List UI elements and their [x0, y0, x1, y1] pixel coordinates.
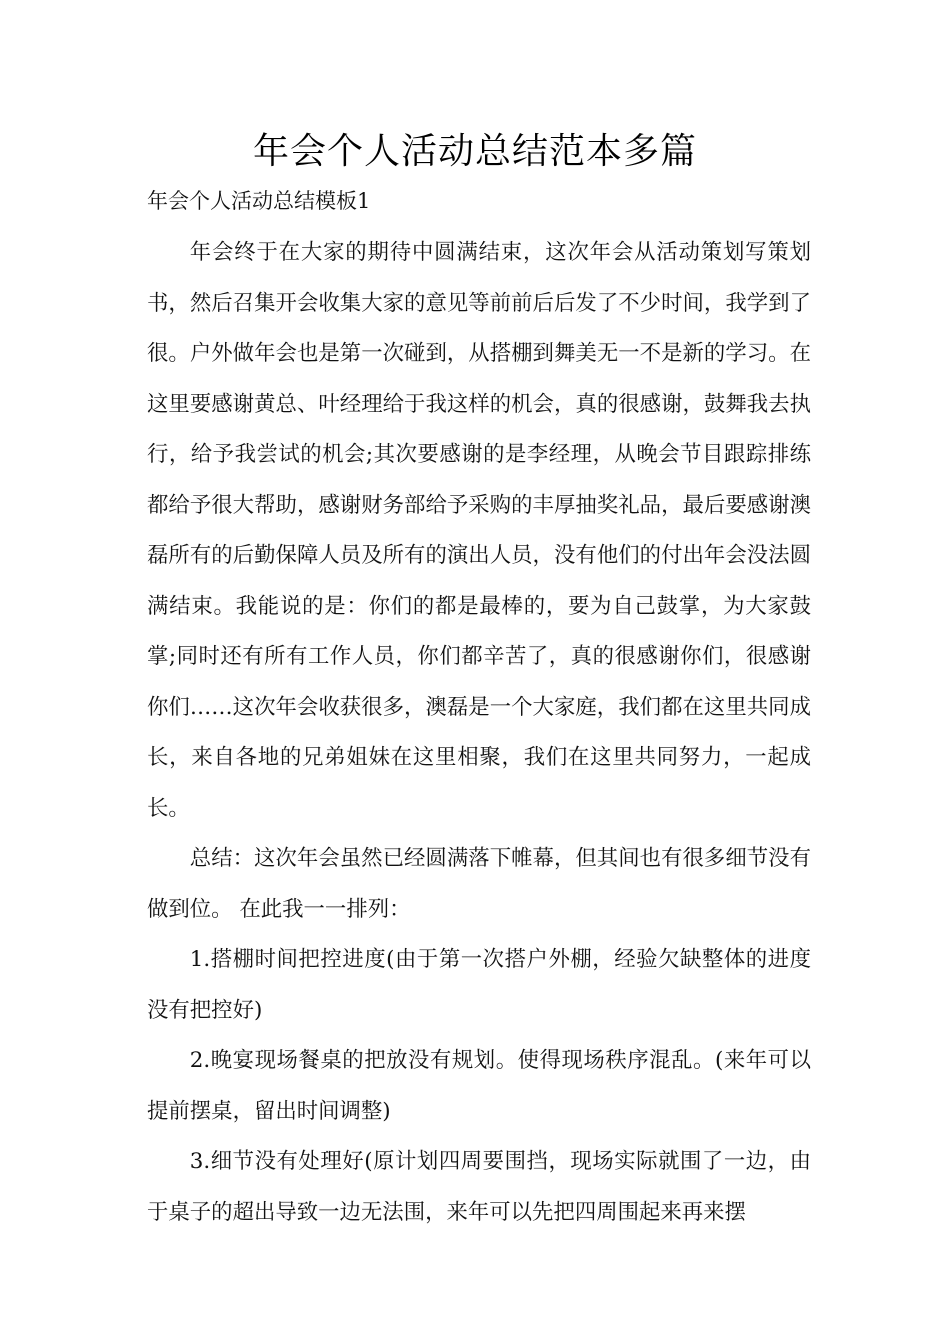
paragraph-item-1: 1.搭棚时间把控进度(由于第一次搭户外棚，经验欠缺整体的进度没有把控好)	[147, 947, 811, 1023]
paragraph-thanks: 年会终于在大家的期待中圆满结束，这次年会从活动策划写策划书，然后召集开会收集大家的意见等前前后后发了不少时间，我学到了很。户外做年会也是第一次碰到，从搭棚到舞美无一不是新的学习。在这里要感谢黄总、叶经理给于我这样的机会，真的很感谢，鼓舞我去执行，给予我尝试的机会;其次要感谢的是李经理，从晚会节目跟踪排练都给予很大帮助，感谢财务部给予采购的丰厚抽奖礼品，最后要感谢澳磊所有的后勤保障人员及所有的演出人员，没有他们的付出年会没法圆满结束。我能说的是：你们的都是最棒的，要为自己鼓掌，为大家鼓掌;同时还有所有工作人员，你们都辛苦了，真的很感谢你们，很感谢你们……这次年会收获很多，澳磊是一个大家庭，我们都在这里共同成长，来自各地的兄弟姐妹在这里相聚，我们在这里共同努力，一起成长。	[147, 240, 811, 821]
document-title: 年会个人活动总结范本多篇	[252, 131, 697, 172]
document-subtitle: 年会个人活动总结模板1	[147, 189, 371, 213]
paragraph-item-2: 2.晚宴现场餐桌的把放没有规划。使得现场秩序混乱。(来年可以提前摆桌，留出时间调整)	[147, 1048, 811, 1124]
document-body	[147, 228, 811, 1238]
paragraph-item-3: 3.细节没有处理好(原计划四周要围挡，现场实际就围了一边，由于桌子的超出导致一边无法围，来年可以先把四周围起来再来摆	[147, 1149, 811, 1225]
paragraph-summary: 总结：这次年会虽然已经圆满落下帷幕，但其间也有很多细节没有做到位。 在此我一一排列：	[147, 846, 811, 922]
